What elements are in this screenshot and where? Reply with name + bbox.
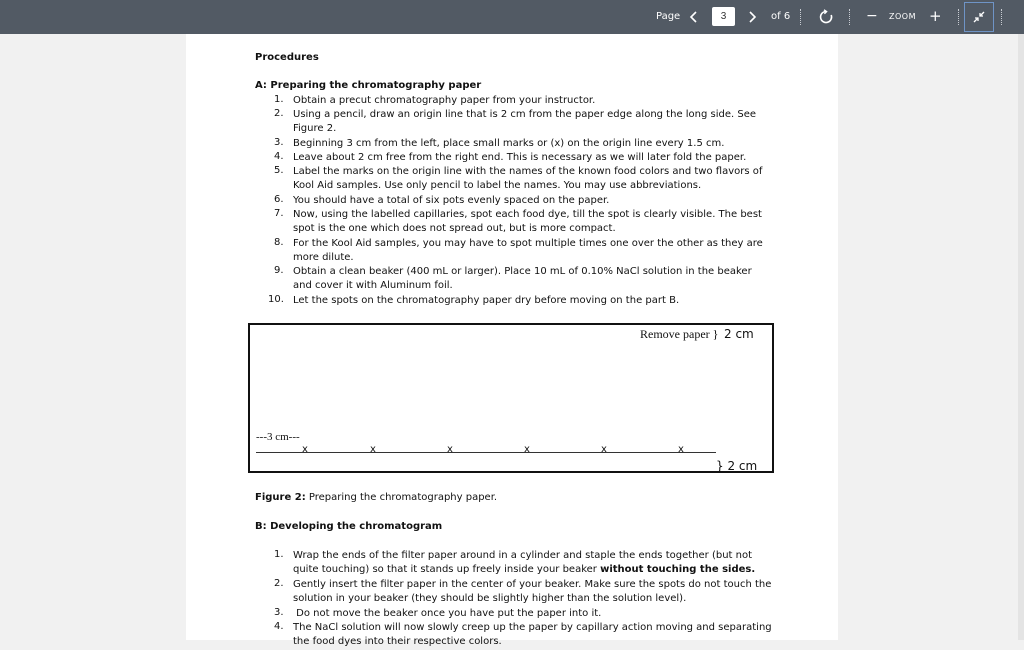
list-number: 5.	[274, 165, 284, 176]
list-item: Now, using the labelled capillaries, spot each food dye, till the spot is clearly visible. The best spot is the one which does not spread out, but is more compact.	[293, 209, 762, 235]
list-item: Beginning 3 cm from the left, place small marks or (x) on the origin line every 1.5 cm.	[293, 138, 725, 149]
list-item: Obtain a clean beaker (400 mL or larger). Place 10 mL of 0.10% NaCl solution in the beaker and cover it with Aluminum foil.	[293, 266, 752, 292]
section-a-heading: A: Preparing the chromatography paper	[255, 80, 482, 91]
list-item-emphasis: without touching the sides.	[600, 564, 756, 576]
collapse-icon	[972, 10, 986, 24]
list-number: 6.	[274, 194, 284, 205]
list-number: 4.	[274, 621, 284, 632]
list-number: 3.	[274, 607, 284, 618]
list-number: 2.	[274, 108, 284, 119]
chromatography-paper-figure	[248, 323, 774, 473]
list-number: 1.	[274, 94, 284, 105]
scrollbar-track[interactable]	[1018, 34, 1024, 640]
figure-caption-label: Figure 2:	[255, 492, 306, 503]
page-label: Page	[656, 11, 681, 22]
list-number: 8.	[274, 237, 284, 248]
chevron-left-icon[interactable]	[687, 10, 701, 24]
figure-caption	[255, 492, 497, 503]
page-number-input[interactable]: 3	[712, 7, 735, 26]
list-item: The NaCl solution will now slowly creep up the paper by capillary action moving and separating the food dyes into their respective colors.	[293, 622, 772, 648]
list-number: 7.	[274, 208, 284, 219]
list-number: 2.	[274, 578, 284, 589]
origin-line	[256, 452, 716, 453]
procedures-heading: Procedures	[255, 52, 319, 63]
bottom-margin-label: } 2 cm	[716, 459, 758, 473]
toolbar-divider	[958, 9, 959, 25]
top-margin-label: 2 cm	[724, 327, 754, 341]
list-number: 10.	[268, 294, 284, 305]
remove-paper-label: Remove paper }	[640, 327, 719, 341]
figure-caption-text: Preparing the chromatography paper.	[305, 492, 498, 503]
list-item: Do not move the beaker once you have put the paper into it.	[293, 608, 602, 619]
exit-fullscreen-button[interactable]	[964, 2, 994, 32]
left-margin-label: ---3 cm---	[256, 431, 300, 443]
toolbar-divider	[849, 9, 850, 25]
list-item: Label the marks on the origin line with the names of the known food colors and two flavors of Kool Aid samples. Use only pencil to label the names. You may use abbreviations.	[293, 166, 763, 192]
chevron-right-icon[interactable]	[745, 10, 759, 24]
rotate-icon[interactable]	[818, 9, 834, 25]
list-number: 1.	[274, 549, 284, 560]
zoom-in-button[interactable]: +	[929, 7, 942, 25]
list-number: 4.	[274, 151, 284, 162]
list-number: 9.	[274, 265, 284, 276]
list-number: 3.	[274, 137, 284, 148]
page-count: of 6	[771, 11, 791, 22]
list-item: For the Kool Aid samples, you may have to spot multiple times one over the other as they are more dilute.	[293, 238, 763, 264]
list-item	[293, 549, 773, 578]
spot-mark: x	[524, 444, 530, 455]
spot-mark: x	[447, 444, 453, 455]
toolbar-divider	[800, 9, 801, 25]
list-item: Obtain a precut chromatography paper from your instructor.	[293, 95, 596, 106]
section-b-heading: B: Developing the chromatogram	[255, 521, 443, 532]
list-item: Leave about 2 cm free from the right end. This is necessary as we will later fold the paper.	[293, 152, 747, 163]
spot-mark: x	[678, 444, 684, 455]
list-item: You should have a total of six pots evenly spaced on the paper.	[293, 195, 610, 206]
document-page	[186, 34, 838, 648]
toolbar-divider	[1001, 9, 1002, 25]
list-item: Gently insert the filter paper in the center of your beaker. Make sure the spots do not touch the solution in your beaker (they should be slightly higher than the solution level).	[293, 579, 772, 605]
spot-mark: x	[601, 444, 607, 455]
zoom-out-button[interactable]: −	[866, 8, 878, 24]
zoom-label: ZOOM	[889, 12, 916, 21]
pdf-toolbar	[0, 0, 1024, 34]
list-item: Using a pencil, draw an origin line that is 2 cm from the paper edge along the long side. See Figure 2.	[293, 109, 757, 135]
spot-mark: x	[370, 444, 376, 455]
list-item: Let the spots on the chromatography paper dry before moving on the part B.	[293, 295, 680, 306]
list-item-text: Wrap the ends of the filter paper around in a cylinder and staple the ends together (but not quite touching) so that it stands up freely inside your beaker	[293, 550, 753, 576]
spot-mark: x	[302, 444, 308, 455]
